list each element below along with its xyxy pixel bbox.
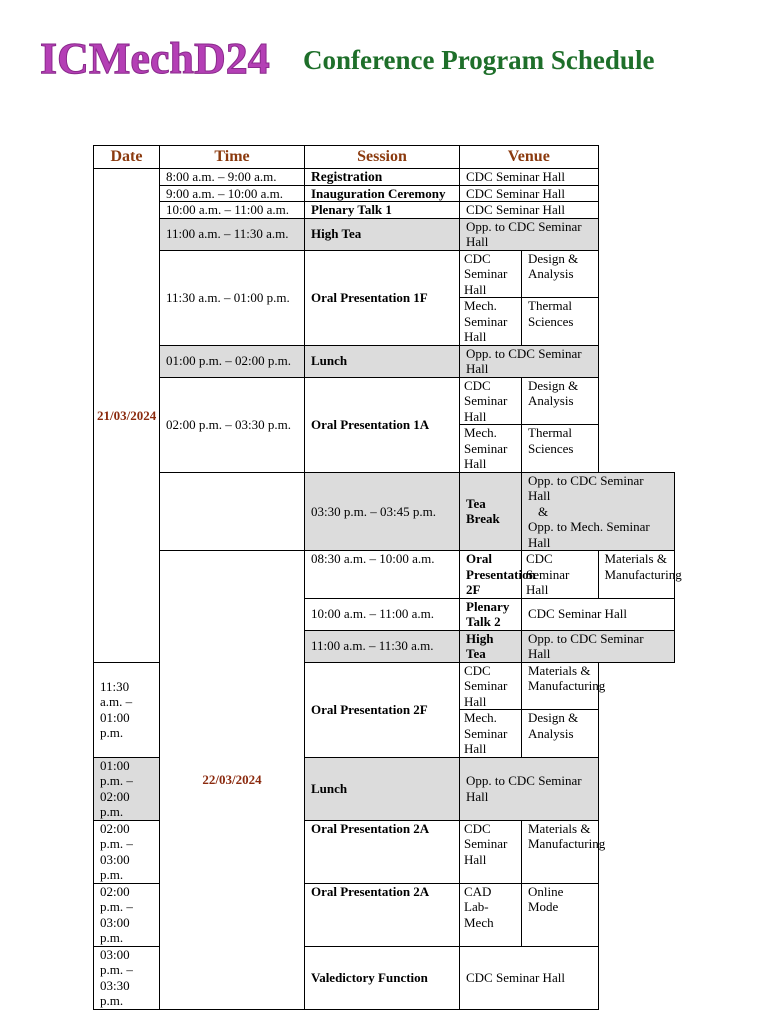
- header-session: Session: [305, 146, 460, 169]
- venue-cell: CDC Seminar Hall: [460, 185, 599, 202]
- table-row: [94, 551, 675, 599]
- time-cell: 02:00 p.m. – 03:30 p.m.: [160, 377, 305, 472]
- venue-cell: Opp. to CDC Seminar Hall: [460, 345, 599, 377]
- session-cell: Oral Presentation 2F: [460, 551, 522, 599]
- time-cell: 03:00 p.m. – 03:30 p.m.: [94, 946, 160, 1009]
- time-cell: 03:30 p.m. – 03:45 p.m.: [305, 472, 460, 551]
- session-cell: Tea Break: [460, 472, 522, 551]
- venue-cell: Opp. to CDC Seminar Hall: [460, 757, 599, 820]
- header-time: Time: [160, 146, 305, 169]
- session-cell: Oral Presentation 2A: [305, 820, 460, 883]
- conference-logo: ICMechD24: [40, 34, 270, 83]
- venue-track-cell: Materials & Manufacturing: [598, 551, 675, 599]
- session-cell: Oral Presentation 1A: [305, 377, 460, 472]
- session-cell: Oral Presentation 1F: [305, 250, 460, 345]
- venue-line: Opp. to CDC Seminar Hall: [528, 472, 644, 503]
- venue-cell: Opp. to CDC Seminar Hall: [522, 630, 675, 662]
- venue-cell: CDC Seminar Hall: [522, 598, 675, 630]
- time-cell: 01:00 p.m. – 02:00 p.m.: [160, 345, 305, 377]
- page-title: Conference Program Schedule: [303, 45, 655, 75]
- venue-ampersand: &: [538, 503, 549, 519]
- venue-hall-cell: Mech. Seminar Hall: [460, 298, 522, 346]
- header-date: Date: [94, 146, 160, 169]
- time-cell: 11:30 a.m. – 01:00 p.m.: [160, 250, 305, 345]
- table-row: [94, 250, 675, 298]
- session-cell: Lunch: [305, 345, 460, 377]
- session-cell: High Tea: [305, 218, 460, 250]
- date-cell-empty: [160, 472, 305, 551]
- table-row: [94, 345, 675, 377]
- table-header-row: [94, 146, 675, 169]
- venue-cell: CDC Seminar Hall: [460, 169, 599, 186]
- venue-cell: Opp. to CDC Seminar Hall: [460, 218, 599, 250]
- venue-track-cell: Design & Analysis: [522, 377, 599, 425]
- venue-hall-cell: Mech. Seminar Hall: [460, 710, 522, 758]
- table-row: [94, 472, 675, 551]
- session-cell: Inauguration Ceremony: [305, 185, 460, 202]
- venue-track-cell: Design & Analysis: [522, 710, 599, 758]
- table-row: [94, 202, 675, 219]
- date-cell-day2: 22/03/2024: [160, 551, 305, 1010]
- session-cell: Valedictory Function: [305, 946, 460, 1009]
- time-cell: 8:00 a.m. – 9:00 a.m.: [160, 169, 305, 186]
- time-cell: 02:00 p.m. – 03:00 p.m.: [94, 820, 160, 883]
- venue-track-cell: Thermal Sciences: [522, 425, 599, 473]
- venue-hall-cell: Mech. Seminar Hall: [460, 425, 522, 473]
- session-cell: Oral Presentation 2F: [305, 662, 460, 757]
- venue-track-cell: Materials & Manufacturing: [522, 820, 599, 883]
- venue-line: Opp. to Mech. Seminar Hall: [528, 519, 650, 550]
- table-row: [94, 185, 675, 202]
- time-cell: 11:00 a.m. – 11:30 a.m.: [305, 630, 460, 662]
- schedule-table: [93, 145, 682, 1010]
- venue-hall-cell: CDC Seminar Hall: [460, 820, 522, 883]
- venue-hall-cell: CAD Lab-Mech: [460, 883, 522, 946]
- time-cell: 9:00 a.m. – 10:00 a.m.: [160, 185, 305, 202]
- session-cell: Lunch: [305, 757, 460, 820]
- session-cell: Oral Presentation 2A: [305, 883, 460, 946]
- venue-hall-cell: CDC Seminar Hall: [522, 551, 599, 599]
- date-cell-day1: 21/03/2024: [94, 169, 160, 663]
- time-cell: 10:00 a.m. – 11:00 a.m.: [160, 202, 305, 219]
- session-cell: Plenary Talk 2: [460, 598, 522, 630]
- time-cell: 11:30 a.m. – 01:00 p.m.: [94, 662, 160, 757]
- venue-cell: CDC Seminar Hall: [460, 202, 599, 219]
- time-cell: 01:00 p.m. – 02:00 p.m.: [94, 757, 160, 820]
- table-row: [94, 169, 675, 186]
- venue-track-cell: Thermal Sciences: [522, 298, 599, 346]
- venue-hall-cell: CDC Seminar Hall: [460, 377, 522, 425]
- time-cell: 10:00 a.m. – 11:00 a.m.: [305, 598, 460, 630]
- table-row: [94, 218, 675, 250]
- table-row: [94, 377, 675, 425]
- venue-cell: CDC Seminar Hall: [460, 946, 599, 1009]
- venue-hall-cell: CDC Seminar Hall: [460, 662, 522, 710]
- time-cell: 11:00 a.m. – 11:30 a.m.: [160, 218, 305, 250]
- time-cell: 08:30 a.m. – 10:00 a.m.: [305, 551, 460, 599]
- header-venue: Venue: [460, 146, 599, 169]
- venue-hall-cell: CDC Seminar Hall: [460, 250, 522, 298]
- venue-track-cell: Online Mode: [522, 883, 599, 946]
- venue-track-cell: Materials & Manufacturing: [522, 662, 599, 710]
- venue-track-cell: Design & Analysis: [522, 250, 599, 298]
- session-cell: Registration: [305, 169, 460, 186]
- session-cell: High Tea: [460, 630, 522, 662]
- time-cell: 02:00 p.m. – 03:00 p.m.: [94, 883, 160, 946]
- session-cell: Plenary Talk 1: [305, 202, 460, 219]
- venue-cell: [522, 472, 675, 551]
